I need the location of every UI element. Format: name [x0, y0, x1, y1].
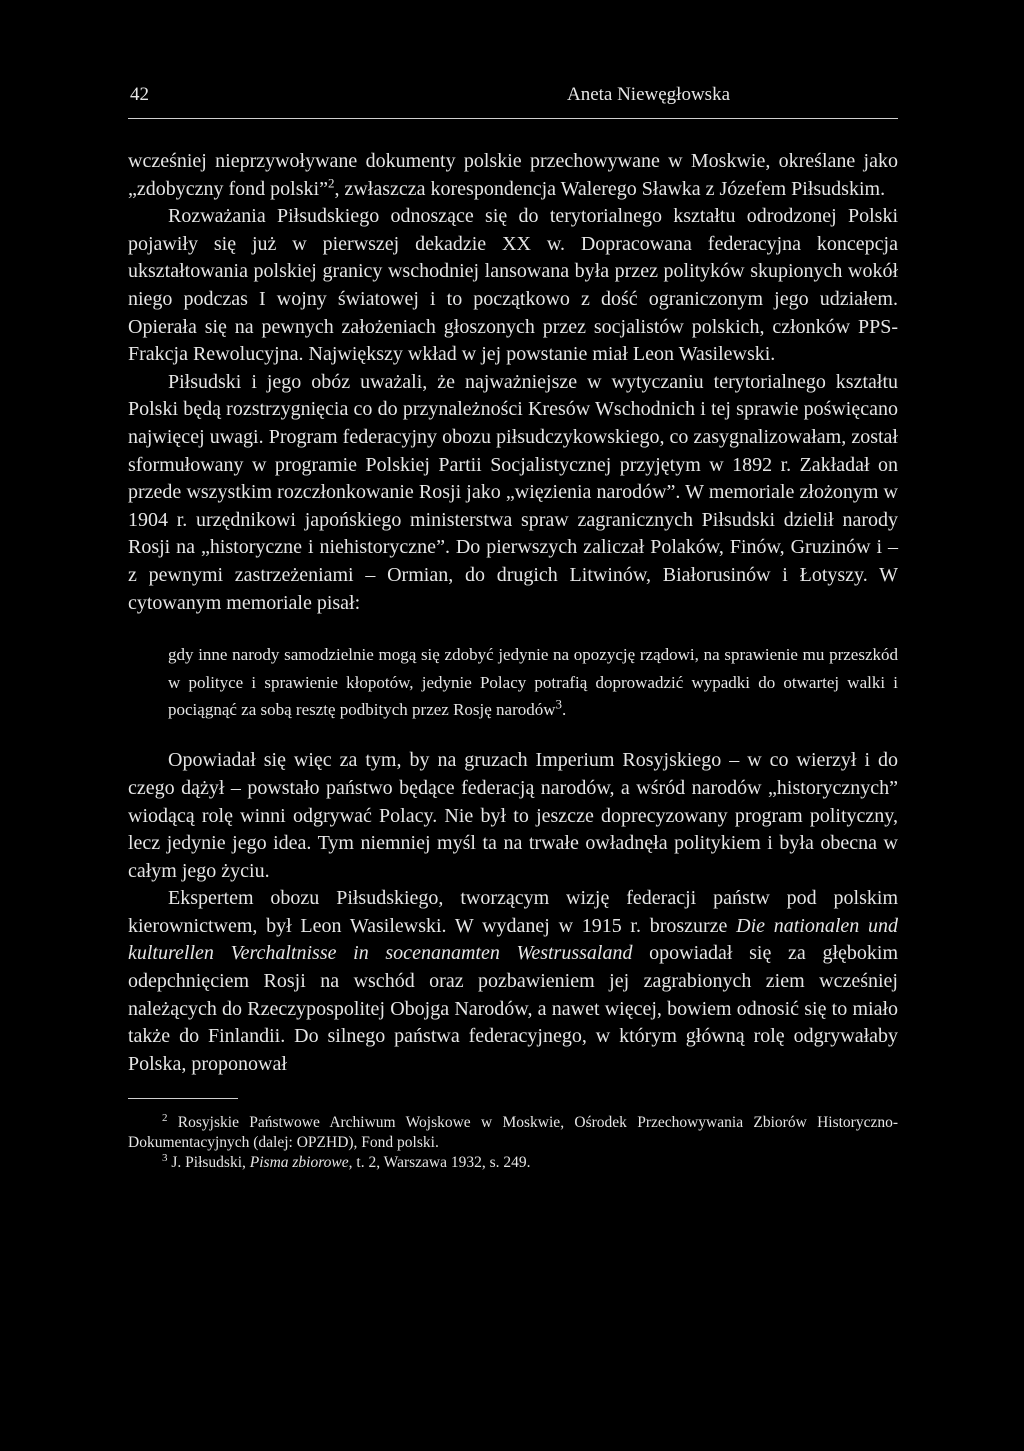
paragraph-text: , zwłaszcza korespondencja Walerego Sławka z Józefem Piłsudskim. — [334, 177, 886, 200]
footnote-text: Rosyjskie Państwowe Archiwum Wojskowe w Moskwie, Ośrodek Przechowywania Zbiorów Historyczno-Dokumentacyjnych (dalej: OPZHD), Fond polski. — [128, 1114, 898, 1152]
paragraph: Piłsudski i jego obóz uważali, że najważniejsze w wytyczaniu terytorialnego kształtu Polski będą rozstrzygnięcia co do przynależności Kresów Wschodnich i tej sprawie poświęcano najwięcej uwagi. Program federacyjny obozu piłsudczykowskiego, co zasygnalizowałam, został sformułowany w programie Polskiej Partii Socjalistycznej przyjętym w 1892 r. Zakładał on przede wszystkim rozczłonkowanie Rosji jako „więzienia narodów”. W memoriale złożonym w 1904 r. urzędnikowi japońskiego ministerstwa spraw zagranicznych Piłsudski dzielił narody Rosji na „historyczne i niehistoryczne”. Do pierwszych zaliczał Polaków, Finów, Gruzinów i – z pewnymi zastrzeżeniami – Ormian, do drugich Litwinów, Białorusinów i Łotyszy. W cytowanym memoriale pisał: — [128, 370, 898, 614]
paragraph — [128, 885, 898, 1078]
paragraph-text: wcześniej nieprzywoływane dokumenty polskie przechowywane w Moskwie, określane jako „zdobyczny fond polski” — [128, 150, 898, 200]
footnote-divider — [128, 1098, 238, 1099]
paragraph-text: Ekspertem obozu Piłsudskiego, tworzącym wizję federacji państw pod polskim kierownictwem, był Leon Wasilewski. W wydanej w 1915 r. broszurze — [128, 887, 898, 937]
footnote-number: 2 — [162, 1112, 168, 1125]
running-head — [128, 84, 898, 119]
footnote-ref[interactable]: 3 — [555, 696, 563, 712]
footnote — [128, 1153, 898, 1173]
footnote-number: 3 — [162, 1152, 168, 1165]
document-page — [128, 84, 898, 1173]
body-text-section-1 — [128, 148, 898, 617]
footnote-ref[interactable]: 2 — [327, 174, 335, 190]
paragraph: Opowiadał się więc za tym, by na gruzach Imperium Rosyjskiego – w co wierzył i do czego dążył – powstało państwo będące federacją narodów, a wśród narodów „historycznych” wiodącą rolę winni odgrywać Polacy. Nie był to jeszcze doprecyzowany program polityczny, lecz jedynie jego idea. Tym niemniej myśl ta na trwałe owładnęła politykiem i była obecna w całym jego życiu. — [128, 749, 898, 882]
page-number: 42 — [130, 84, 149, 105]
book-title: Pisma zbiorowe — [249, 1154, 349, 1172]
paragraph-text: opowiadał się za głębokim odepchnięciem Rosji na wschód oraz pozbawieniem jej zagrabionych ziem wcześniej należących do Rzeczypospolitej Obojga Narodów, a nawet więcej, bowiem odnosić się to miało także do Finlandii. Do silnego państwa federacyjnego, w którym główną rolę odgrywałaby Polska, proponował — [128, 942, 898, 1075]
paragraph — [128, 148, 898, 203]
quote-end: . — [562, 699, 567, 719]
running-head-author: Aneta Niewęgłowska — [566, 84, 730, 105]
footnotes — [128, 1113, 898, 1173]
footnote-text: J. Piłsudski, — [167, 1154, 250, 1172]
footnote-text: , t. 2, Warszawa 1932, s. 249. — [348, 1154, 531, 1172]
body-text-section-2 — [128, 747, 898, 1078]
quote-text: gdy inne narody samodzielnie mogą się zdobyć jedynie na opozycję rządowi, na sprawienie mu przeszkód w polityce i sprawienie kłopotów, jedynie Polacy potrafią doprowadzić wypadki do otwartej walki i pociągnąć za sobą resztę podbitych przez Rosję narodów — [168, 645, 898, 719]
block-quote — [168, 641, 898, 723]
paragraph: Rozważania Piłsudskiego odnoszące się do terytorialnego kształtu odrodzonej Polski pojawiły się już w pierwszej dekadzie XX w. Dopracowana federacyjna koncepcja ukształtowania polskiej granicy wschodniej lansowana była przez polityków skupionych wokół niego podczas I wojny światowej i to początkowo z dość ograniczonym jego udziałem. Opierała się na pewnych założeniach głoszonych przez socjalistów polskich, członków PPS-Frakcja Rewolucyjna. Największy wkład w jej powstanie miał Leon Wasilewski. — [128, 205, 898, 366]
footnote — [128, 1113, 898, 1153]
book-title: Die nationalen und kulturellen Verchaltnisse in socenanamten Westrussaland — [128, 914, 898, 965]
